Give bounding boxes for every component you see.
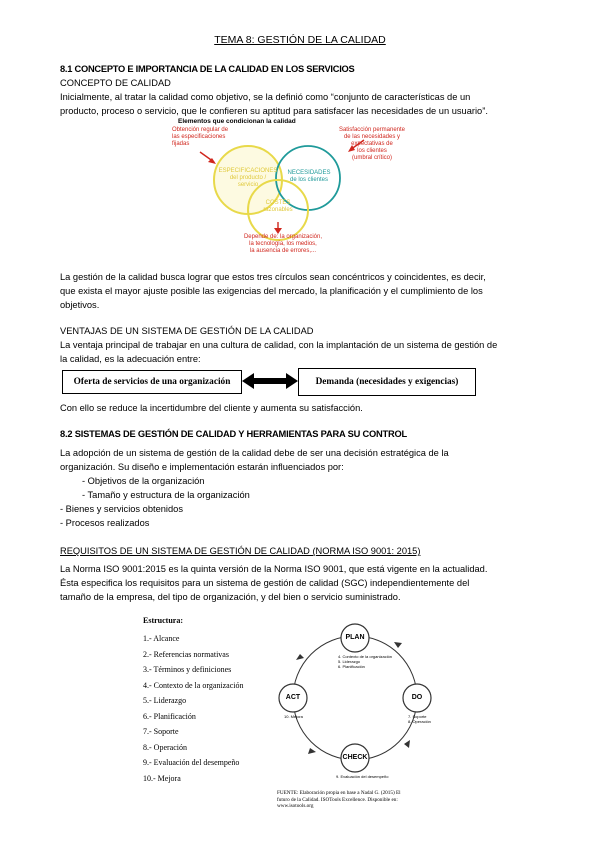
subheading-concepto: CONCEPTO DE CALIDAD [60, 78, 171, 88]
estructura-item: 8.- Operación [143, 742, 187, 752]
label-specifications [218, 168, 278, 189]
note-line: Obtención regular de [172, 127, 229, 133]
estructura-item: 5.- Liderazgo [143, 696, 187, 705]
note-line: las especificaciones [172, 134, 226, 140]
estructura-item: 3.- Términos y definiciones [143, 665, 232, 674]
estructura-item: 6.- Planificación [143, 711, 196, 721]
note-line: de las necesidades y [343, 134, 401, 140]
arrowhead-icon [404, 740, 410, 748]
source-line: www.isotools.org [277, 803, 314, 809]
label-plan: PLAN [345, 634, 365, 641]
label-line: servicio [237, 182, 259, 188]
label-act: ACT [285, 694, 301, 701]
pdca-item: 4. Contexto de la organización [338, 654, 393, 659]
paragraph-line: Con ello se reduce la incertidumbre del cliente y aumenta su satisfacción. [60, 403, 363, 413]
estructura-item: 4.- Contexto de la organización [143, 680, 244, 690]
subheading-iso: REQUISITOS DE UN SISTEMA DE GESTIÓN DE CALIDAD (NORMA ISO 9001: 2015) [60, 546, 421, 556]
page-title: TEMA 8: GESTIÓN DE LA CALIDAD [214, 34, 386, 46]
paragraph-line: objetivos. [60, 300, 100, 310]
paragraph-line: producto, proceso o servicio, que le confieren su aptitud para satisfacer las necesidades de un usuario”. [60, 106, 488, 116]
paragraph-line: Inicialmente, al tratar la calidad como objetivo, se la definió como “conjunto de características de un [60, 92, 471, 102]
venn-figure [160, 118, 406, 258]
note-line: Depende de: la organización, [243, 234, 323, 240]
section-heading-8-1: 8.1 CONCEPTO E IMPORTANCIA DE LA CALIDAD EN LOS SERVICIOS [60, 64, 355, 74]
note-line: los clientes [357, 148, 387, 154]
plan-items [338, 654, 392, 669]
figure-source [277, 790, 401, 810]
paragraph-line: que exista el mayor ajuste posible las exigencias del mercado, la planificación y el cumplimiento de los [60, 286, 483, 296]
venn-title: Elementos que condicionan la calidad [178, 118, 296, 125]
label-do: DO [411, 694, 423, 701]
note-line: expectativas de [351, 141, 393, 147]
label-line: razonables [263, 207, 293, 213]
pdca-item: 9. Evaluación del desempeño [336, 774, 389, 779]
subheading-ventajas: VENTAJAS DE UN SISTEMA DE GESTIÓN DE LA CALIDAD [60, 326, 314, 336]
note-line: la ausencia de errores,... [249, 248, 317, 254]
label-line: COSTES [265, 200, 291, 206]
paragraph-line: Ésta especifica los requisitos para un sistema de gestión de calidad (SGC) independientemente del [60, 578, 470, 588]
paragraph-line: La Norma ISO 9001:2015 es la quinta versión de la Norma ISO 9001, que está vigente en la actualidad. [60, 564, 488, 574]
pdca-item: 5. Liderazgo [338, 659, 361, 664]
bullet-item: - Procesos realizados [60, 518, 150, 528]
note-line: la tecnología, los medios, [249, 241, 317, 247]
section-heading-8-2: 8.2 SISTEMAS DE GESTIÓN DE CALIDAD Y HERRAMIENTAS PARA SU CONTROL [60, 429, 408, 439]
bullet-item: - Tamaño y estructura de la organización [82, 490, 250, 500]
source-line: FUENTE: Elaboración propia en base a Nadal G. (2015) El [277, 790, 401, 796]
source-line: futuro de la Calidad. ISOTools Excellence. Disponible en: [277, 796, 398, 803]
label-line: ESPECIFICACIONES [218, 168, 278, 174]
paragraph-line: La ventaja principal de trabajar en una cultura de calidad, con la implantación de un sistema de gestión de [60, 340, 498, 350]
pdca-item: 8. Operación [408, 719, 431, 724]
arrowhead-icon [308, 748, 316, 754]
pdca-item: 7. Soporte [408, 714, 427, 719]
label-line: del producto / [229, 175, 267, 181]
paragraph-line: organización. Su diseño e implementación estarán influenciados por: [60, 462, 344, 472]
check-items [336, 774, 388, 779]
label-needs [284, 170, 334, 184]
paragraph-line: la calidad, es la adecuación entre: [60, 354, 201, 364]
venn-note-left [172, 127, 228, 148]
estructura-item: 10.- Mejora [143, 773, 181, 783]
estructura-item: 1.- Alcance [143, 634, 180, 643]
estructura-title: Estructura: [143, 616, 183, 625]
note-line: (umbral crítico) [351, 155, 392, 161]
label-line: de los clientes [289, 177, 329, 183]
estructura-item: 9.- Evaluación del desempeño [143, 758, 240, 767]
label-line: NECESIDADES [287, 170, 331, 176]
bullet-item: - Bienes y servicios obtenidos [60, 504, 183, 514]
estructura-list [143, 616, 244, 789]
venn-note-right [332, 127, 412, 162]
arrowhead-icon [394, 642, 402, 648]
arrowhead-icon [296, 654, 304, 660]
pdca-item: 6. Planificación [338, 664, 365, 669]
paragraph-line: tamaño de la empresa, del tipo de organización, y del bien o servicio suministrado. [60, 592, 401, 602]
note-line: fijadas [172, 141, 190, 147]
bullet-item: - Objetivos de la organización [82, 476, 205, 486]
venn-note-bottom [238, 234, 328, 255]
pdca-cycle [270, 618, 440, 788]
estructura-item: 2.- Referencias normativas [143, 649, 229, 659]
paragraph-line: La gestión de la calidad busca lograr que estos tres círculos sean concéntricos y coincidentes, es decir, [60, 272, 486, 282]
label-check: CHECK [342, 754, 368, 761]
pdca-item: 10. Mejora [284, 714, 303, 719]
box-demanda: Demanda (necesidades y exigencias) [298, 368, 476, 396]
double-arrow-icon [242, 372, 298, 390]
act-items [284, 714, 303, 719]
label-costs [253, 200, 303, 214]
do-items [408, 714, 431, 724]
box-oferta: Oferta de servicios de una organización [62, 370, 242, 394]
note-line: Satisfacción permanente [338, 127, 406, 133]
estructura-item: 7.- Soporte [143, 727, 179, 736]
paragraph-line: La adopción de un sistema de gestión de la calidad debe de ser una decisión estratégica de la [60, 448, 449, 458]
